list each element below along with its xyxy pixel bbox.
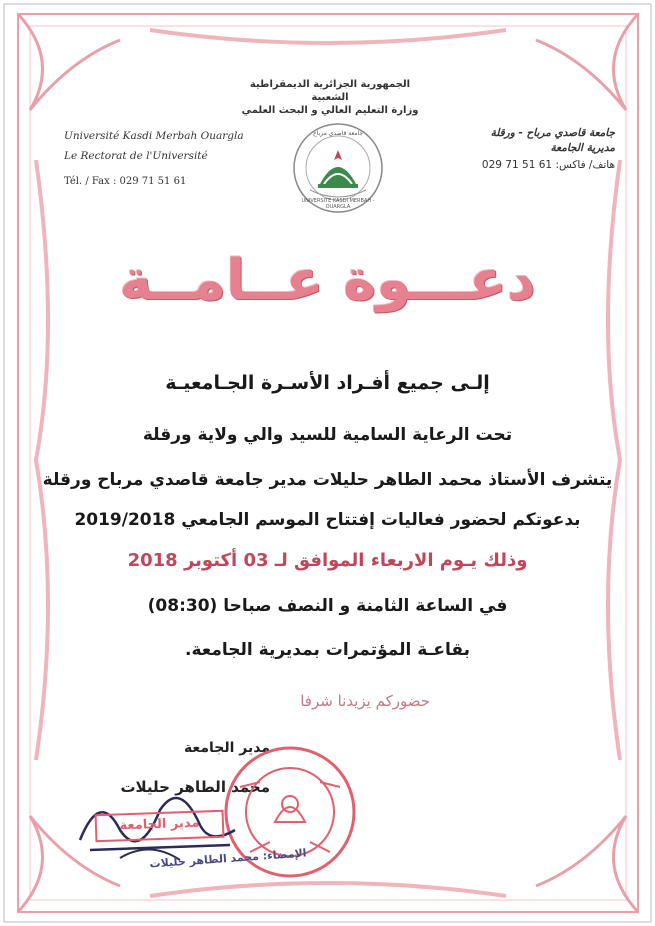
signatory-title: مدير الجامعة (183, 740, 270, 756)
honor-line: حضوركم يزيدنا شرفا (300, 692, 430, 710)
university-name-ar: جامعة قاصدي مرباح - ورقلة (490, 127, 615, 139)
header-arabic (440, 126, 615, 173)
rectorat-fr: Le Rectorat de l'Université (64, 150, 208, 162)
university-name-fr: Université Kasdi Merbah Ouargla (64, 130, 244, 142)
stamp-box: مدير الجامعة (95, 810, 225, 842)
signatory-name: محمد الطاهر حليلات (120, 778, 270, 796)
patronage-line: تحت الرعاية السامية للسيد والي ولاية ورقلة (142, 425, 513, 445)
invitation-title: دعـــوة عــامــة (119, 248, 536, 313)
venue-line: بقاعـة المؤتمرات بمديرية الجامعة. (184, 640, 470, 660)
ministry-name: وزارة التعليم العالي و البحث العلمي (241, 105, 419, 116)
addressee-line: إلـى جميع أفـراد الأسـرة الجـامعيـة (165, 372, 490, 394)
tel-fax-ar: هاتف/ فاكس: 61 51 71 029 (481, 159, 615, 171)
directorate-ar: مديرية الجامعة (550, 142, 615, 154)
header-french (64, 126, 254, 192)
time-line: في الساعة الثامنة و النصف صباحا (08:30) (147, 596, 508, 616)
header-center (230, 78, 430, 117)
date-line: وذلك يـوم الاربعاء الموافق لـ 03 أكتوبر 2018 (127, 550, 528, 571)
republic-name: الجمهورية الجزائرية الديمقراطية الشعبية (249, 79, 411, 103)
host-line: يتشرف الأستاذ محمد الطاهر حليلات مدير جامعة قاصدي مرباح ورقلة (42, 470, 613, 490)
tel-fax-fr: Tél. / Fax : 029 71 51 61 (64, 176, 187, 187)
stamp-signature-line: الإمضاء: محمد الطاهر حليلات (149, 846, 307, 871)
purpose-line: بدعوتكم لحضور فعاليات إفتتاح الموسم الجامعي 2019/2018 (74, 510, 581, 530)
logo-bottom-text: UNIVERSITE KASDI MERBAH - OUARGLA (301, 198, 375, 210)
logo-top-text: جامعة قاصدي مرباح (312, 130, 364, 137)
